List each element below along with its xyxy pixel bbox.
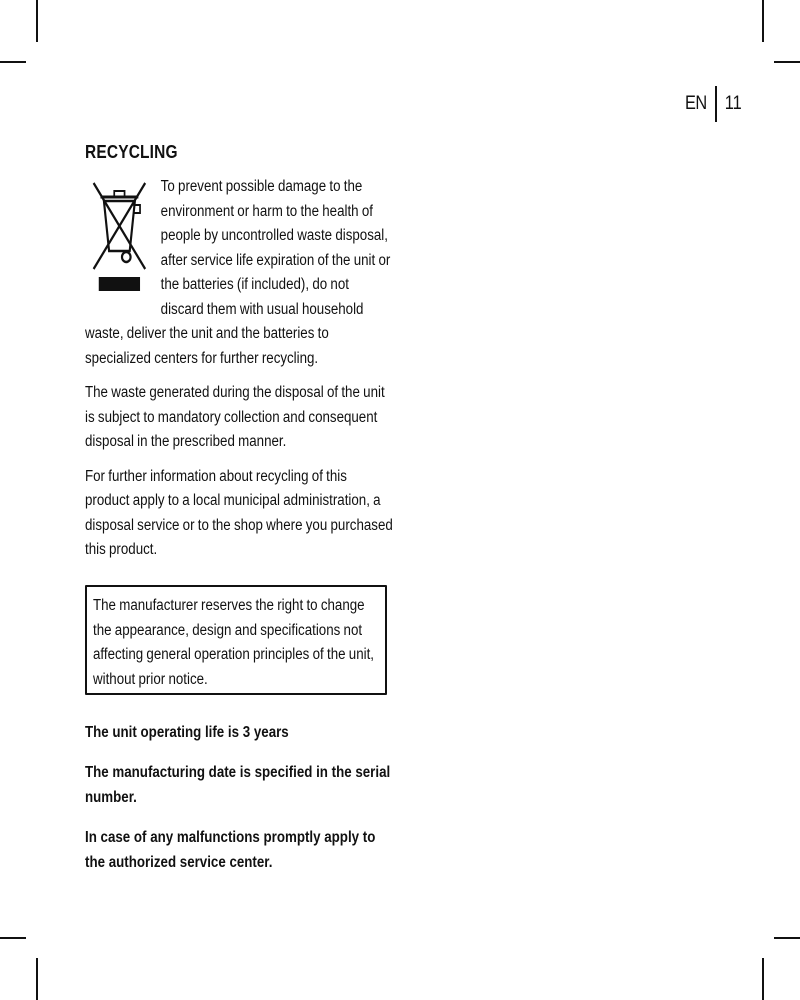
crop-mark-bottom-right-horizontal [774,937,800,939]
manufacturing-date-note: The manufacturing date is specified in the serial number. [85,764,391,806]
recycling-text-block [85,175,395,371]
page-header [680,86,746,122]
operating-life-note: The unit operating life is 3 years [85,724,289,741]
recycling-section [85,142,395,573]
malfunctions-note: In case of any malfunctions promptly apply to the authorized service center. [85,829,376,871]
recycling-paragraph-3: For further information about recycling of this product apply to a local municipal administration, a disposal service or to the shop where you purchased this product. [85,467,393,558]
crop-mark-bottom-left-horizontal [0,937,26,939]
crop-mark-top-right-horizontal [774,61,800,63]
crop-mark-top-right-vertical [762,0,764,42]
recycling-paragraph-1: To prevent possible damage to the environment or harm to the health of people by uncontrolled waste disposal, after service life expiration of the unit or the batteries (if included), do not discard them with usual household waste, deliver the unit and the batteries to specialized centers for further recycling. [85,178,391,367]
section-heading: RECYCLING [85,142,178,162]
crop-mark-bottom-right-vertical [762,958,764,1000]
language-code: EN [684,93,707,114]
service-notes [85,720,395,890]
crop-mark-bottom-left-vertical [36,958,38,1000]
crop-mark-top-left-horizontal [0,61,26,63]
manufacturer-notice-text: The manufacturer reserves the right to change the appearance, design and specifications not affecting general operation principles of the unit, without prior notice. [93,597,375,688]
crossed-out-wheelie-bin-icon [90,179,148,299]
manufacturer-notice-box [85,585,387,695]
page-number: 11 [725,93,743,114]
crop-mark-top-left-vertical [36,0,38,42]
recycling-paragraph-2: The waste generated during the disposal of the unit is subject to mandatory collection and consequent disposal in the prescribed manner. [85,384,385,450]
